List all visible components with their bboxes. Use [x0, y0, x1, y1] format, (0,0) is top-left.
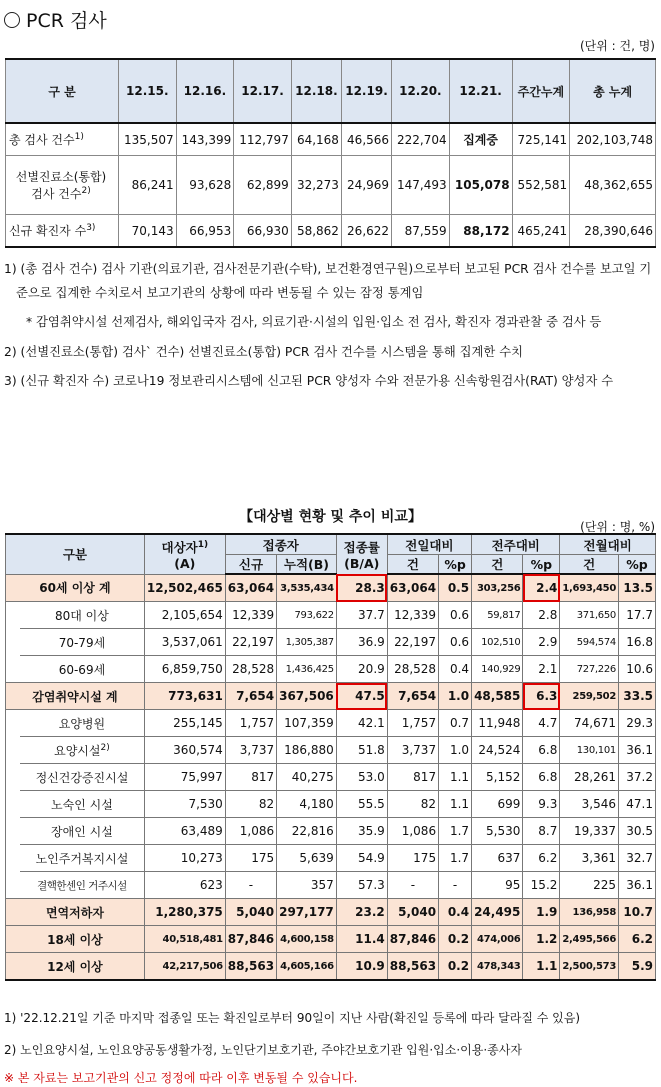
col-header: %p	[619, 555, 656, 575]
note-3: 3) (신규 확진자 수) 코로나19 정보관리시스템에 신고된 PCR 양성자 수와 전문가용 신속항원검사(RAT) 양성자 수	[4, 374, 614, 388]
cell: 465,241	[512, 215, 570, 248]
cell: 42.1	[336, 710, 387, 737]
footnote-1: 1) '22.12.21일 기준 마지막 접종일 또는 확진일로부터 90일이 지난 사람(확진일 등록에 따라 달라질 수 있음)	[4, 1011, 580, 1025]
cell: 23.2	[336, 899, 387, 926]
cell: 6.8	[523, 737, 560, 764]
cell: 2.8	[523, 602, 560, 629]
indent-cell	[6, 791, 21, 818]
cell: 727,226	[560, 656, 619, 683]
cell: 0.2	[439, 953, 472, 981]
unit-label-1: (단위 : 건, 명)	[579, 39, 655, 53]
cell: 147,493	[392, 156, 450, 215]
cell: 11,948	[472, 710, 523, 737]
cell: 37.2	[619, 764, 656, 791]
cell: 817	[225, 764, 276, 791]
cell: 63,064	[225, 574, 276, 602]
cell: 1,086	[225, 818, 276, 845]
cell: 1,086	[387, 818, 438, 845]
cell: -	[387, 872, 438, 899]
table-row	[6, 710, 656, 737]
cell: 136,958	[560, 899, 619, 926]
table-row	[6, 899, 656, 926]
col-header: 누적(B)	[277, 555, 337, 575]
cell: 3,537,061	[144, 629, 225, 656]
cell: 3,361	[560, 845, 619, 872]
cell: 1,436,425	[277, 656, 337, 683]
indent-cell	[6, 656, 21, 683]
cell: 86,241	[119, 156, 177, 215]
cell: 63,064	[387, 574, 438, 602]
cell: 22,816	[277, 818, 337, 845]
cell: 15.2	[523, 872, 560, 899]
unit-label-2: (단위 : 명, %)	[580, 520, 655, 534]
cell: 36.1	[619, 737, 656, 764]
cell: 474,006	[472, 926, 523, 953]
row-label: 정신건강증진시설	[20, 764, 144, 791]
cell: 699	[472, 791, 523, 818]
row-label: 70-79세	[20, 629, 144, 656]
cell: 102,510	[472, 629, 523, 656]
cell: 175	[387, 845, 438, 872]
cell: 9.3	[523, 791, 560, 818]
cell: 22,197	[225, 629, 276, 656]
cell: 1.1	[523, 953, 560, 981]
cell: 1.9	[523, 899, 560, 926]
cell: 303,256	[472, 574, 523, 602]
cell: 17.7	[619, 602, 656, 629]
col-header: 총 누계	[570, 59, 656, 123]
cell: 5,152	[472, 764, 523, 791]
table-row	[6, 215, 656, 248]
cell: 4,180	[277, 791, 337, 818]
cell: 367,506	[277, 683, 337, 710]
footnote-2: 2) 노인요양시설, 노인요양공동생활가정, 노인단기보호기관, 주야간보호기관 입원·입소·이용·종사자	[4, 1043, 522, 1057]
row-label: 총 검사 건수$^{1)}$	[6, 123, 119, 156]
cell: 59,817	[472, 602, 523, 629]
cell: 725,141	[512, 123, 570, 156]
cell: 2.4	[523, 574, 560, 602]
note-1-star: * 감염취약시설 선제검사, 해외입국자 검사, 의료기관·시설의 입원·입소 전 검사, 확진자 경과관찰 중 검사 등	[26, 315, 602, 329]
cell: 33.5	[619, 683, 656, 710]
col-header: 접종률 (B/A)	[336, 534, 387, 574]
row-label: 요양병원	[20, 710, 144, 737]
cell: 75,997	[144, 764, 225, 791]
cell: 3,546	[560, 791, 619, 818]
cell: 360,574	[144, 737, 225, 764]
cell: 12,502,465	[144, 574, 225, 602]
pcr-test-table	[5, 58, 656, 248]
table-row	[6, 683, 656, 710]
cell: 135,507	[119, 123, 177, 156]
cell: 66,930	[234, 215, 292, 248]
cell: 2.1	[523, 656, 560, 683]
row-label: 장애인 시설	[20, 818, 144, 845]
note-2: 2) (선별진료소(통합) 검사` 건수) 선별진료소(통합) PCR 검사 건수를 시스템을 통해 집계한 수치	[4, 344, 523, 359]
col-header: 접종자	[225, 534, 336, 555]
cell: 1.0	[439, 683, 472, 710]
cell: 1.1	[439, 791, 472, 818]
cell: 6.8	[523, 764, 560, 791]
notes-block	[4, 258, 656, 400]
cell: 5.9	[619, 953, 656, 981]
cell: 2,500,573	[560, 953, 619, 981]
col-header: 12.21.	[449, 59, 512, 123]
cell: 95	[472, 872, 523, 899]
table-header-row	[6, 534, 656, 555]
cell: 10.9	[336, 953, 387, 981]
cell: 55.5	[336, 791, 387, 818]
col-header: 건	[560, 555, 619, 575]
cell: 32.7	[619, 845, 656, 872]
table-row	[6, 156, 656, 215]
col-header: 신규	[225, 555, 276, 575]
row-label: 선별진료소(통합) 검사 건수$^{2)}$	[6, 156, 119, 215]
col-header: 건	[387, 555, 438, 575]
cell: 1,693,450	[560, 574, 619, 602]
cell: 57.3	[336, 872, 387, 899]
cell: 58,862	[291, 215, 341, 248]
indent-cell	[6, 710, 21, 737]
cell: 28,390,646	[570, 215, 656, 248]
cell: 0.2	[439, 926, 472, 953]
vaccination-table	[5, 533, 656, 981]
cell: 225	[560, 872, 619, 899]
cell: 1,280,375	[144, 899, 225, 926]
table-row	[6, 629, 656, 656]
cell: 7,654	[387, 683, 438, 710]
row-label: 면역저하자	[6, 899, 145, 926]
cell: 42,217,506	[144, 953, 225, 981]
cell: 0.4	[439, 899, 472, 926]
cell: 105,078	[449, 156, 512, 215]
row-label: 노인주거복지시설	[20, 845, 144, 872]
cell: 4,605,166	[277, 953, 337, 981]
cell: 5,040	[387, 899, 438, 926]
cell: 54.9	[336, 845, 387, 872]
cell: 64,168	[291, 123, 341, 156]
cell: 집계중	[449, 123, 512, 156]
cell: 7,654	[225, 683, 276, 710]
cell: 817	[387, 764, 438, 791]
table-header-row	[6, 59, 656, 123]
cell: 1,757	[225, 710, 276, 737]
indent-cell	[6, 845, 21, 872]
cell: 0.6	[439, 602, 472, 629]
row-label: 18세 이상	[6, 926, 145, 953]
col-header: 구분	[6, 534, 145, 574]
cell: 623	[144, 872, 225, 899]
cell: 48,585	[472, 683, 523, 710]
col-header: %p	[439, 555, 472, 575]
cell: 16.8	[619, 629, 656, 656]
note-1: 1) (총 검사 건수) 검사 기관(의료기관, 검사전문기관(수탁), 보건환경연구원)으로부터 보고된 PCR 검사 건수를 보고일 기준으로 집계한 수치로서 보고기관의 상황에 따라 변동될 수 있는 잠정 통계임	[4, 262, 652, 300]
col-header: 전월대비	[560, 534, 656, 555]
cell: 793,622	[277, 602, 337, 629]
cell: 130,101	[560, 737, 619, 764]
cell: -	[439, 872, 472, 899]
circle-bullet-icon	[4, 12, 20, 28]
indent-cell	[6, 602, 21, 629]
cell: 10.6	[619, 656, 656, 683]
cell: 32,273	[291, 156, 341, 215]
cell: 6.3	[523, 683, 560, 710]
table-row	[6, 926, 656, 953]
col-header: 12.15.	[119, 59, 177, 123]
cell: 175	[225, 845, 276, 872]
cell: 112,797	[234, 123, 292, 156]
cell: 88,172	[449, 215, 512, 248]
cell: 773,631	[144, 683, 225, 710]
cell: 6,859,750	[144, 656, 225, 683]
col-header: %p	[523, 555, 560, 575]
cell: 20.9	[336, 656, 387, 683]
cell: 30.5	[619, 818, 656, 845]
section-title: PCR 검사	[4, 6, 107, 33]
cell: 87,846	[225, 926, 276, 953]
col-header: 대상자$^{1)}$ (A)	[144, 534, 225, 574]
cell: 5,040	[225, 899, 276, 926]
cell: 40,275	[277, 764, 337, 791]
cell: 87,846	[387, 926, 438, 953]
cell: 10,273	[144, 845, 225, 872]
row-label: 결핵한센인 거주시설	[20, 872, 144, 899]
cell: 53.0	[336, 764, 387, 791]
row-label: 60세 이상 계	[6, 574, 145, 602]
cell: 202,103,748	[570, 123, 656, 156]
cell: 1,757	[387, 710, 438, 737]
cell: 0.7	[439, 710, 472, 737]
cell: 66,953	[176, 215, 234, 248]
row-label: 60-69세	[20, 656, 144, 683]
cell: 13.5	[619, 574, 656, 602]
cell: 28,528	[387, 656, 438, 683]
cell: 28,261	[560, 764, 619, 791]
cell: 36.9	[336, 629, 387, 656]
cell: 3,737	[225, 737, 276, 764]
cell: 88,563	[225, 953, 276, 981]
table-row	[6, 574, 656, 602]
cell: 47.1	[619, 791, 656, 818]
cell: 4,600,158	[277, 926, 337, 953]
cell: 93,628	[176, 156, 234, 215]
col-header: 전주대비	[472, 534, 560, 555]
cell: 6.2	[619, 926, 656, 953]
indent-cell	[6, 818, 21, 845]
cell: 11.4	[336, 926, 387, 953]
table-row	[6, 123, 656, 156]
cell: 37.7	[336, 602, 387, 629]
cell: 24,969	[341, 156, 391, 215]
cell: 143,399	[176, 123, 234, 156]
cell: 637	[472, 845, 523, 872]
cell: 1.7	[439, 845, 472, 872]
col-header: 12.17.	[234, 59, 292, 123]
cell: 259,502	[560, 683, 619, 710]
col-header: 12.18.	[291, 59, 341, 123]
row-label: 신규 확진자 수$^{3)}$	[6, 215, 119, 248]
indent-cell	[6, 737, 21, 764]
indent-cell	[6, 629, 21, 656]
cell: 3,535,434	[277, 574, 337, 602]
cell: 297,177	[277, 899, 337, 926]
cell: 0.5	[439, 574, 472, 602]
cell: 1.1	[439, 764, 472, 791]
cell: 6.2	[523, 845, 560, 872]
cell: 82	[225, 791, 276, 818]
row-label: 요양시설$^{2)}$	[20, 737, 144, 764]
table-row	[6, 656, 656, 683]
row-label: 감염취약시설 계	[6, 683, 145, 710]
col-header: 건	[472, 555, 523, 575]
indent-cell	[6, 764, 21, 791]
col-header: 전일대비	[387, 534, 471, 555]
cell: 82	[387, 791, 438, 818]
table-row	[6, 818, 656, 845]
cell: 46,566	[341, 123, 391, 156]
cell: 51.8	[336, 737, 387, 764]
table-row	[6, 845, 656, 872]
cell: 10.7	[619, 899, 656, 926]
cell: 48,362,655	[570, 156, 656, 215]
table-row	[6, 872, 656, 899]
cell: 357	[277, 872, 337, 899]
cell: 29.3	[619, 710, 656, 737]
cell: 8.7	[523, 818, 560, 845]
cell: 2,495,566	[560, 926, 619, 953]
cell: 7,530	[144, 791, 225, 818]
cell: 371,650	[560, 602, 619, 629]
sub-table-title: 【대상별 현황 및 추이 비교】	[239, 509, 422, 525]
col-header: 12.20.	[392, 59, 450, 123]
cell: 12,339	[225, 602, 276, 629]
cell: 47.5	[336, 683, 387, 710]
cell: 0.4	[439, 656, 472, 683]
cell: 2.9	[523, 629, 560, 656]
cell: 1.2	[523, 926, 560, 953]
table-row	[6, 953, 656, 981]
cell: 1.7	[439, 818, 472, 845]
cell: 74,671	[560, 710, 619, 737]
cell: 24,524	[472, 737, 523, 764]
cell: 36.1	[619, 872, 656, 899]
cell: 478,343	[472, 953, 523, 981]
row-label: 12세 이상	[6, 953, 145, 981]
cell: 62,899	[234, 156, 292, 215]
cell: 1,305,387	[277, 629, 337, 656]
cell: 28.3	[336, 574, 387, 602]
row-label: 노숙인 시설	[20, 791, 144, 818]
cell: 3,737	[387, 737, 438, 764]
cell: 26,622	[341, 215, 391, 248]
table-row	[6, 791, 656, 818]
cell: 186,880	[277, 737, 337, 764]
cell: 2,105,654	[144, 602, 225, 629]
cell: 22,197	[387, 629, 438, 656]
col-header: 12.19.	[341, 59, 391, 123]
table-row	[6, 602, 656, 629]
cell: 63,489	[144, 818, 225, 845]
col-header: 12.16.	[176, 59, 234, 123]
cell: 24,495	[472, 899, 523, 926]
cell: 5,639	[277, 845, 337, 872]
col-header: 구 분	[6, 59, 119, 123]
cell: 1.0	[439, 737, 472, 764]
cell: 87,559	[392, 215, 450, 248]
warning-note: ※ 본 자료는 보고기관의 신고 정정에 따라 이후 변동될 수 있습니다.	[4, 1071, 358, 1085]
cell: 552,581	[512, 156, 570, 215]
table-row	[6, 737, 656, 764]
cell: 4.7	[523, 710, 560, 737]
cell: 140,929	[472, 656, 523, 683]
cell: 12,339	[387, 602, 438, 629]
cell: 88,563	[387, 953, 438, 981]
cell: 594,574	[560, 629, 619, 656]
cell: -	[225, 872, 276, 899]
cell: 255,145	[144, 710, 225, 737]
cell: 5,530	[472, 818, 523, 845]
cell: 107,359	[277, 710, 337, 737]
col-header: 주간누계	[512, 59, 570, 123]
cell: 35.9	[336, 818, 387, 845]
cell: 28,528	[225, 656, 276, 683]
indent-cell	[6, 872, 21, 899]
row-label: 80대 이상	[20, 602, 144, 629]
table-row	[6, 764, 656, 791]
cell: 70,143	[119, 215, 177, 248]
cell: 40,518,481	[144, 926, 225, 953]
cell: 222,704	[392, 123, 450, 156]
cell: 19,337	[560, 818, 619, 845]
cell: 0.6	[439, 629, 472, 656]
